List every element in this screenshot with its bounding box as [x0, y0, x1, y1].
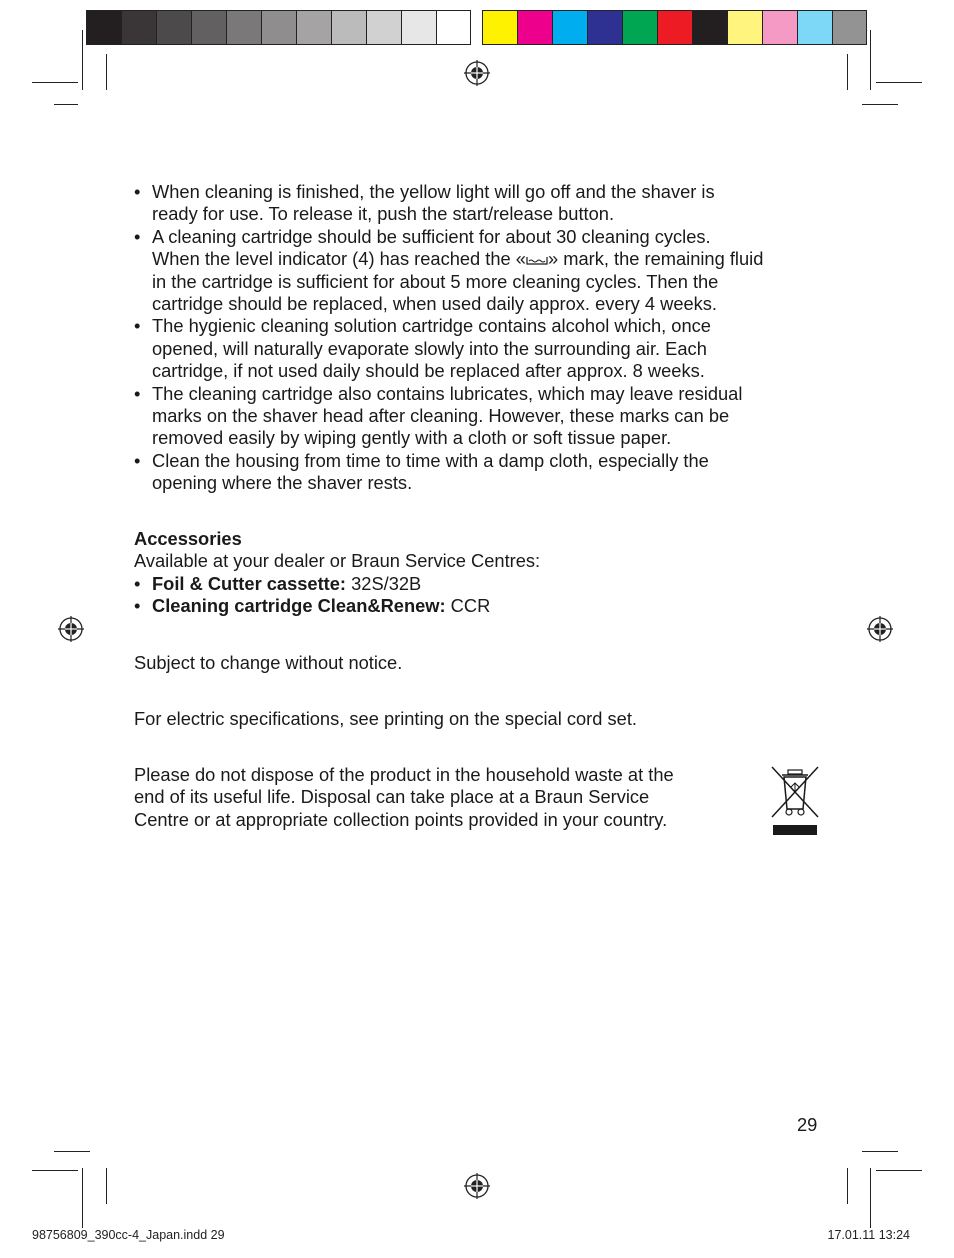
- color-swatch: [552, 10, 587, 45]
- color-swatch: [121, 10, 156, 45]
- crop-mark: [54, 104, 78, 105]
- level-indicator-icon: [526, 256, 548, 266]
- item-value: CCR: [445, 595, 491, 617]
- item-label: Cleaning cartridge Clean&Renew:: [152, 595, 446, 617]
- text-line: opening where the shaver rests.: [152, 472, 413, 494]
- color-swatch: [762, 10, 797, 45]
- text-line: • When cleaning is finished, the yellow light will go off and the shaver is: [152, 181, 715, 202]
- crop-mark: [876, 82, 922, 83]
- disposal-text: [134, 764, 754, 831]
- text-fragment: » mark, the remaining fluid: [547, 248, 764, 270]
- list-item: [134, 226, 824, 316]
- registration-mark-icon: [867, 616, 893, 642]
- text-line: ready for use. To release it, push the start/release button.: [152, 203, 615, 225]
- cleaning-instructions-list: [134, 181, 824, 495]
- registration-mark-icon: [464, 60, 490, 86]
- color-swatch: [226, 10, 261, 45]
- crop-mark: [82, 1168, 83, 1228]
- text-line: • Clean the housing from time to time with a damp cloth, especially the: [152, 449, 709, 471]
- color-swatch: [156, 10, 191, 45]
- color-swatch: [482, 10, 517, 45]
- slug-file-info: 98756809_390cc-4_Japan.indd 29: [32, 1228, 225, 1242]
- crop-mark: [847, 1168, 848, 1204]
- crop-mark: [870, 30, 871, 90]
- page-number: 29: [797, 1114, 818, 1135]
- text-line: • The cleaning cartridge also contains lubricates, which may leave residual: [152, 382, 743, 404]
- text-line: Please do not dispose of the product in the household waste at the: [134, 764, 674, 785]
- color-swatch: [832, 10, 867, 45]
- text-line: • The hygienic cleaning solution cartridge contains alcohol which, once: [152, 315, 711, 337]
- process-color-bar: [482, 10, 867, 47]
- color-swatch: [587, 10, 622, 45]
- text-line: cartridge should be replaced, when used daily approx. every 4 weeks.: [152, 293, 718, 315]
- crop-mark: [876, 1170, 922, 1171]
- color-swatch: [261, 10, 296, 45]
- notice-text: Subject to change without notice.: [134, 652, 403, 673]
- text-line: Centre or at appropriate collection points provided in your country.: [134, 808, 668, 830]
- slug-timestamp: 17.01.11 13:24: [827, 1228, 910, 1242]
- color-swatch: [401, 10, 436, 45]
- registration-mark-icon: [58, 616, 84, 642]
- registration-mark-icon: [464, 1173, 490, 1199]
- text-line: opened, will naturally evaporate slowly into the surrounding air. Each: [152, 337, 707, 359]
- grayscale-color-bar: [86, 10, 471, 47]
- color-swatch: [331, 10, 366, 45]
- text-line: [152, 248, 824, 270]
- crop-mark: [862, 1151, 898, 1152]
- list-item: [134, 181, 824, 226]
- color-swatch: [797, 10, 832, 45]
- crop-mark: [54, 1151, 90, 1152]
- list-item: [134, 595, 824, 617]
- crop-mark: [32, 82, 78, 83]
- list-item: [134, 383, 824, 450]
- color-swatch: [366, 10, 401, 45]
- electric-spec-text: For electric specifications, see printing on the special cord set.: [134, 708, 637, 729]
- crop-mark: [847, 54, 848, 90]
- color-swatch: [622, 10, 657, 45]
- item-value: 32S/32B: [346, 572, 422, 594]
- weee-crossed-bin-icon: [769, 765, 821, 837]
- color-swatch: [517, 10, 552, 45]
- crop-mark: [870, 1168, 871, 1228]
- list-item: [134, 315, 824, 382]
- color-swatch: [657, 10, 692, 45]
- color-swatch: [436, 10, 471, 45]
- text-line: marks on the shaver head after cleaning. However, these marks can be: [152, 405, 730, 427]
- section-intro: Available at your dealer or Braun Service Centres:: [134, 550, 541, 572]
- text-line: removed easily by wiping gently with a cloth or soft tissue paper.: [152, 427, 672, 449]
- section-heading: Accessories: [134, 528, 242, 549]
- crop-mark: [862, 104, 898, 105]
- list-item: [134, 573, 824, 595]
- text-line: in the cartridge is sufficient for about 5 more cleaning cycles. Then the: [152, 270, 719, 292]
- text-line: • A cleaning cartridge should be sufficient for about 30 cleaning cycles.: [152, 225, 711, 247]
- color-swatch: [692, 10, 727, 45]
- item-label: Foil & Cutter cassette:: [152, 572, 347, 594]
- list-item: [134, 450, 824, 495]
- crop-mark: [106, 54, 107, 90]
- crop-mark: [106, 1168, 107, 1204]
- crop-mark: [32, 1170, 78, 1171]
- accessories-section: [134, 528, 824, 618]
- color-swatch: [86, 10, 121, 45]
- text-line: end of its useful life. Disposal can take place at a Braun Service: [134, 786, 650, 808]
- color-swatch: [191, 10, 226, 45]
- text-line: cartridge, if not used daily should be replaced after approx. 8 weeks.: [152, 360, 705, 382]
- color-swatch: [727, 10, 762, 45]
- crop-mark: [82, 30, 83, 90]
- color-swatch: [296, 10, 331, 45]
- text-fragment: When the level indicator (4) has reached the «: [152, 248, 526, 270]
